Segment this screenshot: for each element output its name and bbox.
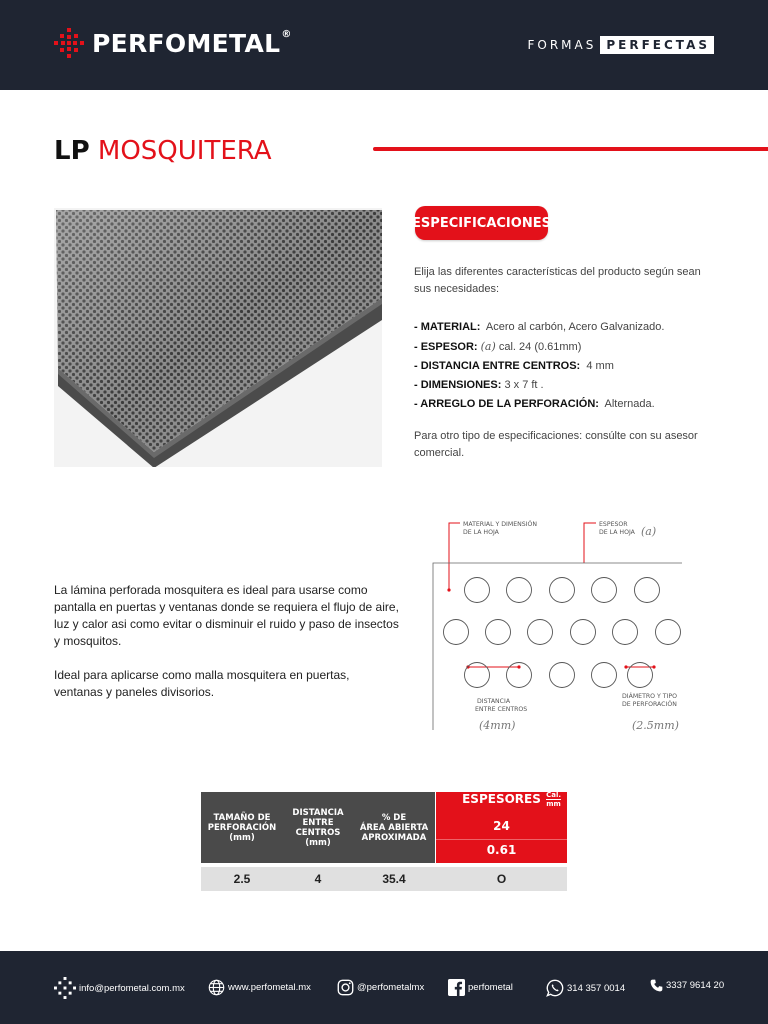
label-diametro-value: (2.5mm) <box>632 719 679 732</box>
spec-material: - MATERIAL: Acero al carbón, Acero Galvanizado. <box>414 321 665 333</box>
label-distancia-2: ENTRE CENTROS <box>475 706 528 713</box>
label-distancia-1: DISTANCIA <box>477 698 511 705</box>
whatsapp-icon <box>546 979 564 997</box>
tagline <box>528 36 715 54</box>
header-tamano: TAMAÑO DE PERFORACIÓN (mm) <box>201 792 283 863</box>
brand-logo[interactable] <box>54 28 292 58</box>
label-distancia-value: (4mm) <box>479 719 516 732</box>
header-espesores <box>436 792 567 863</box>
perfometal-small-logo-icon <box>54 977 76 999</box>
spec-espesor: - ESPESOR: (a) cal. 24 (0.61mm) <box>414 340 582 353</box>
footer-email-text: info@perfometal.com.mx <box>79 982 185 994</box>
footer-bar <box>0 951 768 1024</box>
phone-icon <box>650 979 663 992</box>
footer-instagram[interactable] <box>337 979 424 996</box>
globe-icon <box>208 979 225 996</box>
footer-phone-text: 3337 9614 20 <box>666 980 725 991</box>
header-bar <box>0 0 768 90</box>
label-material-2: DE LA HOJA <box>463 529 499 536</box>
specs-note: Para otro tipo de especificaciones: consúlte con su asesor comercial. <box>414 430 698 459</box>
label-espesor-2: DE LA HOJA <box>599 529 635 536</box>
spec-dimensiones: - DIMENSIONES: 3 x 7 ft . <box>414 379 544 391</box>
specs-table <box>201 792 567 891</box>
header-distancia: DISTANCIA ENTRE CENTROS (mm) % DE ÁREA ABIERTA APROXIMADA <box>283 792 435 863</box>
footer-instagram-text: @perfometalmx <box>357 982 425 993</box>
label-material-1: MATERIAL Y DIMENSIÓN <box>463 521 538 528</box>
footer-facebook-text: perfometal <box>468 982 513 993</box>
tagline-light: FORMAS <box>527 38 597 52</box>
spec-arreglo: - ARREGLO DE LA PERFORACIÓN: Alternada. <box>414 398 655 410</box>
cell-espesor-availability: O <box>496 872 507 886</box>
espesores-unit: Cal. mm <box>546 791 561 808</box>
label-espesor-symbol: (a) <box>641 525 657 538</box>
title-prefix: LP <box>54 136 90 166</box>
footer-facebook[interactable] <box>448 979 513 996</box>
footer-phone[interactable] <box>650 979 724 992</box>
footer-whatsapp[interactable] <box>546 979 625 997</box>
footer-email[interactable] <box>54 977 185 999</box>
title-name: MOSQUITERA <box>97 136 272 166</box>
title-rule <box>373 147 768 151</box>
product-photo <box>54 208 382 467</box>
cell-distancia: 4 <box>314 872 322 886</box>
footer-web[interactable] <box>208 979 311 996</box>
espesor-divider <box>436 839 567 840</box>
specs-intro: Elija las diferentes características del producto según sean sus necesidades: <box>414 266 701 295</box>
tagline-bold: PERFECTAS <box>600 36 714 54</box>
footer-whatsapp-text: 314 357 0014 <box>567 982 626 994</box>
header-area: % DE ÁREA ABIERTA APROXIMADA <box>359 812 429 843</box>
description-paragraph-2: Ideal para aplicarse como malla mosquitera en puertas, ventanas y paneles divisorios. <box>54 668 350 699</box>
cell-area: 35.4 <box>382 872 406 886</box>
perfometal-logo-icon <box>54 28 84 58</box>
spec-distancia: - DISTANCIA ENTRE CENTROS: 4 mm <box>414 360 614 372</box>
facebook-icon <box>448 979 465 996</box>
instagram-icon <box>337 979 354 996</box>
specs-badge: ESPECIFICACIONES <box>415 206 548 240</box>
product-description <box>54 582 399 701</box>
specs-list <box>414 318 734 414</box>
espesores-title: ESPESORES <box>462 792 541 806</box>
label-diametro-2: DE PERFORACIÓN <box>622 701 677 708</box>
label-espesor-1: ESPESOR <box>599 521 628 528</box>
description-paragraph-1: La lámina perforada mosquitera es ideal para usarse como pantalla en puertas y ventanas donde se requiera el flujo de aire, luz y calor asi como evitar o disminuir el ruido y paso de insectos y mosquitos. <box>54 583 399 648</box>
material-marker <box>447 588 450 591</box>
label-diametro-1: DIÁMETRO Y TIPO <box>622 693 677 700</box>
page-title <box>54 136 272 166</box>
espesor-mm: 0.61 <box>486 843 517 857</box>
cell-tamano: 2.5 <box>233 872 251 886</box>
perforation-holes <box>444 578 681 688</box>
brand-name: PERFOMETAL® <box>92 28 292 58</box>
perforation-diagram <box>422 515 722 740</box>
footer-web-text: www.perfometal.mx <box>228 982 311 993</box>
espesor-gauge: 24 <box>493 819 510 833</box>
table-row <box>201 867 567 891</box>
